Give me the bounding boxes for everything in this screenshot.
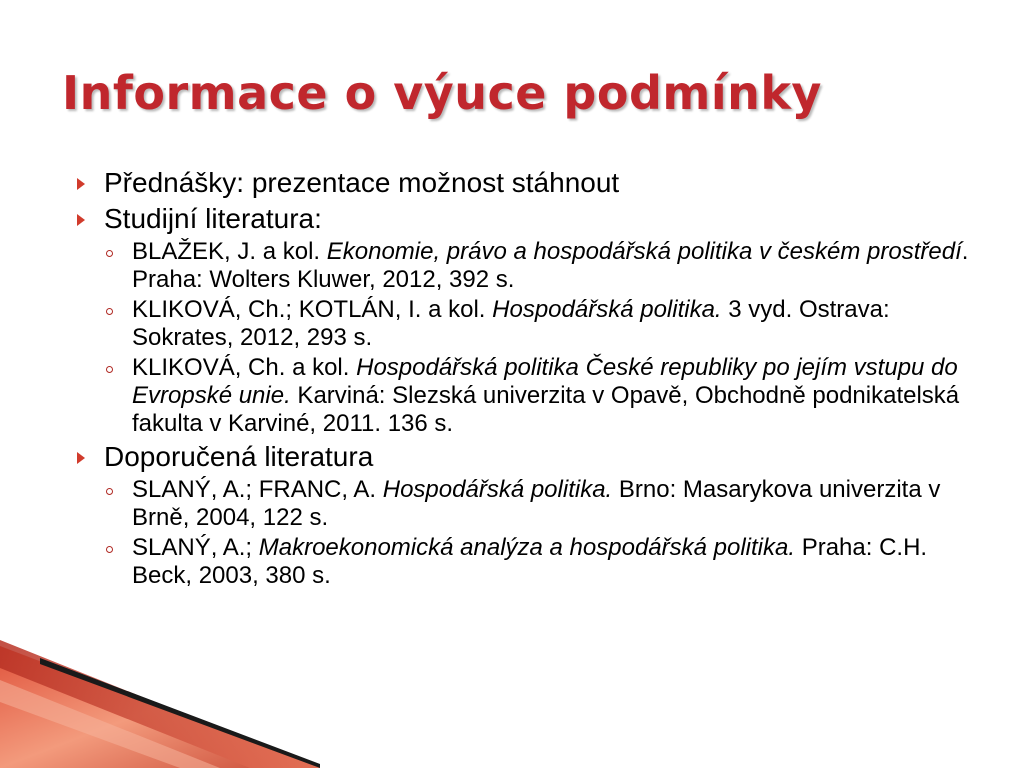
ring-bullet-icon bbox=[106, 250, 113, 257]
triangle-bullet-icon bbox=[77, 214, 85, 226]
reference-authors: SLANÝ, A.; FRANC, A. bbox=[132, 476, 383, 503]
reference-title: Hospodářská politika České republiky po jejím vstupu do Evropské unie. bbox=[132, 354, 958, 409]
reference-title: Makroekonomická analýza a hospodářská politika. bbox=[258, 534, 796, 561]
ring-bullet-icon bbox=[106, 546, 113, 553]
reference-item bbox=[132, 354, 972, 438]
reference-item bbox=[132, 296, 972, 352]
reference-publisher: Karviná: Slezská univerzita v Opavě, Obchodně podnikatelská fakulta v Karviné, 2011. 136 s. bbox=[132, 382, 960, 437]
bullet-text: Doporučená literatura bbox=[104, 441, 374, 472]
reference-authors: SLANÝ, A.; bbox=[132, 534, 259, 561]
reference-item bbox=[132, 534, 972, 590]
reference-title: Hospodářská politika. bbox=[382, 476, 613, 503]
triangle-bullet-icon bbox=[77, 452, 85, 464]
bullet-recommended-literature bbox=[104, 440, 984, 474]
reference-authors: BLAŽEK, J. a kol. bbox=[132, 238, 327, 265]
ring-bullet-icon bbox=[106, 366, 113, 373]
reference-title: Hospodářská politika. bbox=[492, 296, 722, 323]
reference-item bbox=[132, 238, 972, 294]
bullet-study-literature bbox=[104, 202, 984, 236]
reference-title: Ekonomie, právo a hospodářská politika v českém prostředí bbox=[326, 238, 962, 265]
reference-item bbox=[132, 476, 972, 532]
ring-bullet-icon bbox=[106, 488, 113, 495]
bullet-text: Přednášky: prezentace možnost stáhnout bbox=[104, 167, 620, 198]
slide-content bbox=[0, 166, 1024, 592]
reference-publisher: Brno: Masarykova univerzita v Brně, 2004, 122 s. bbox=[132, 476, 941, 531]
reference-publisher: 3 vyd. Ostrava: Sokrates, 2012, 293 s. bbox=[132, 296, 890, 351]
reference-publisher: Praha: C.H. Beck, 2003, 380 s. bbox=[132, 534, 928, 589]
decorative-ribbon bbox=[0, 640, 320, 768]
reference-authors: KLIKOVÁ, Ch. a kol. bbox=[132, 354, 357, 381]
slide-title: Informace o výuce podmínky bbox=[62, 66, 822, 120]
bullet-lectures bbox=[104, 166, 984, 200]
bullet-text: Studijní literatura: bbox=[104, 203, 322, 234]
triangle-bullet-icon bbox=[77, 178, 85, 190]
reference-publisher: . Praha: Wolters Kluwer, 2012, 392 s. bbox=[132, 238, 969, 293]
reference-authors: KLIKOVÁ, Ch.; KOTLÁN, I. a kol. bbox=[132, 296, 493, 323]
ring-bullet-icon bbox=[106, 308, 113, 315]
